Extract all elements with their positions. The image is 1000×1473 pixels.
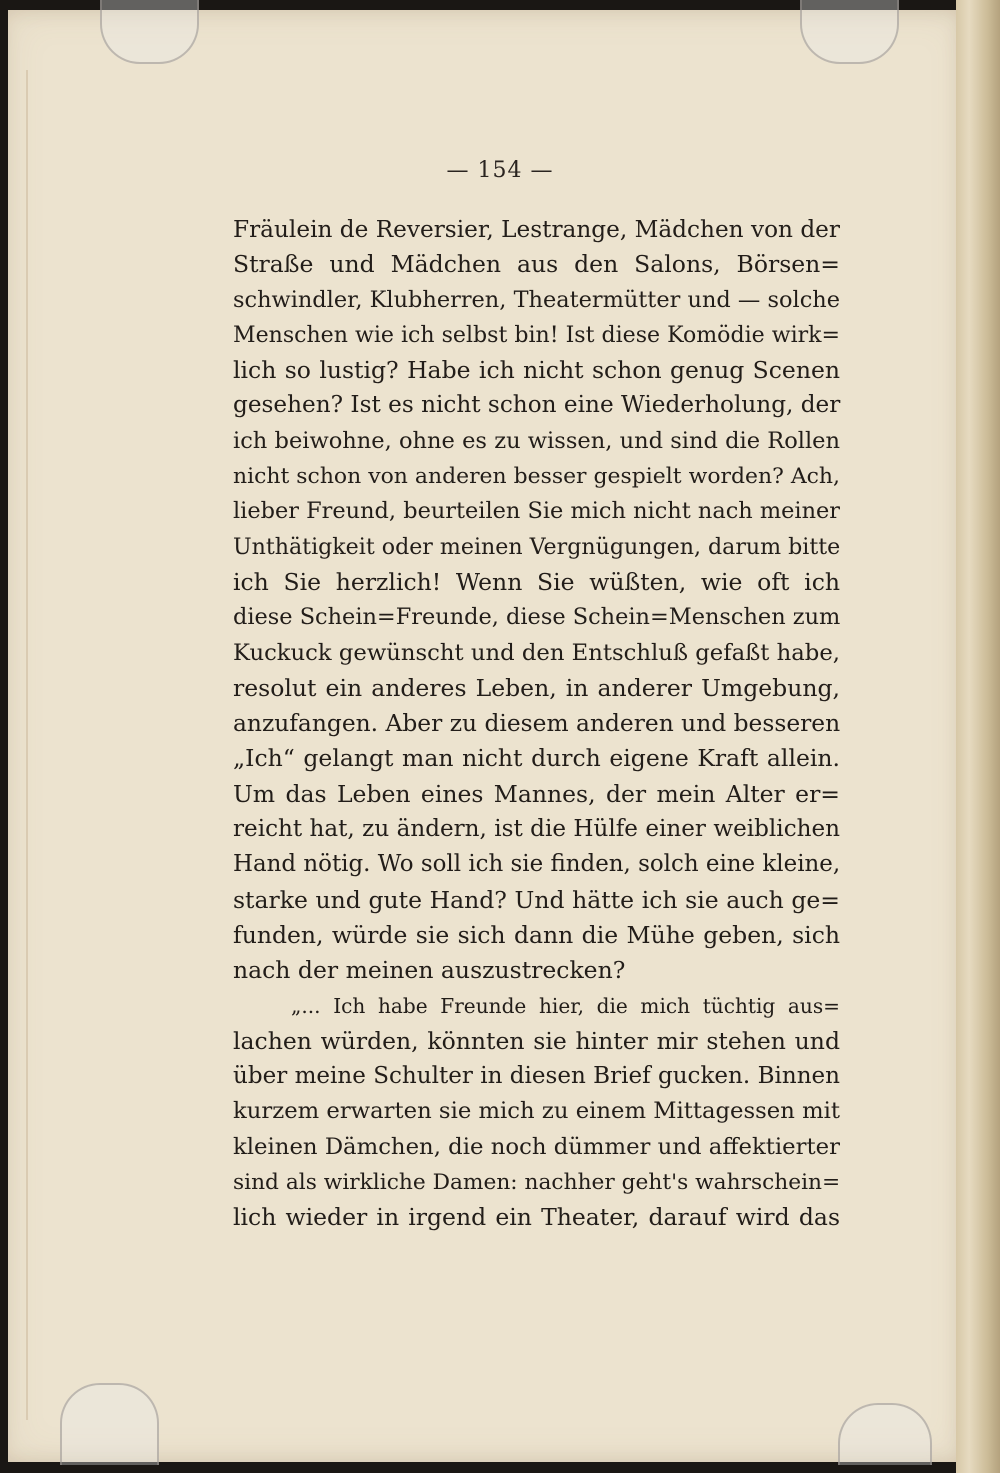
text-line: nach der meinen auszustrecken? <box>233 956 626 985</box>
text-line: kleinen Dämchen, die noch dümmer und affektierter <box>233 1133 840 1160</box>
text-line: sind als wirkliche Damen: nachher geht's wahrschein= <box>233 1170 841 1196</box>
text-line: gesehen? Ist es nicht schon eine Wiederholung, der <box>233 392 841 419</box>
text-line: ich beiwohne, ohne es zu wissen, und sind die Rollen <box>233 427 840 454</box>
text-line: resolut ein anderes Leben, in anderer Umgebung, <box>233 673 840 702</box>
page-clip-top-right <box>800 0 899 64</box>
text-line: lich so lustig? Habe ich nicht schon genug Scenen <box>233 356 840 385</box>
text-line: über meine Schulter in diesen Brief gucken. Binnen <box>233 1063 840 1090</box>
text-line: „... Ich habe Freunde hier, die mich tüchtig aus= <box>291 993 840 1018</box>
page-clip-top-left <box>100 0 199 64</box>
text-line: ich Sie herzlich! Wenn Sie wüßten, wie oft ich <box>233 567 840 596</box>
page-clip-bottom-left <box>60 1383 159 1465</box>
text-line: Unthätigkeit oder meinen Vergnügungen, darum bitte <box>233 533 841 560</box>
text-line: Kuckuck gewünscht und den Entschluß gefaßt habe, <box>233 639 840 666</box>
text-line: Menschen wie ich selbst bin! Ist diese Komödie wirk= <box>233 322 840 348</box>
page-clip-bottom-right <box>838 1403 932 1465</box>
text-line: kurzem erwarten sie mich zu einem Mittagessen mit <box>233 1098 840 1125</box>
gutter-shadow <box>26 70 28 1420</box>
text-line: nicht schon von anderen besser gespielt worden? Ach, <box>233 464 840 490</box>
book-spine-edge <box>956 0 1000 1473</box>
text-line: reicht hat, zu ändern, ist die Hülfe einer weiblichen <box>233 816 840 843</box>
text-line: Hand nötig. Wo soll ich sie finden, solch eine kleine, <box>233 851 841 878</box>
text-line: Fräulein de Reversier, Lestrange, Mädchen von der <box>233 216 840 243</box>
page-number: — 154 — <box>446 158 554 183</box>
text-line: schwindler, Klubherren, Theatermütter und — solche <box>233 286 840 313</box>
text-line: funden, würde sie sich dann die Mühe geben, sich <box>233 920 840 949</box>
text-line: „Ich“ gelangt man nicht durch eigene Kraft allein. <box>233 744 840 773</box>
text-line: Um das Leben eines Mannes, der mein Alter er= <box>233 779 840 808</box>
text-line: starke und gute Hand? Und hätte ich sie auch ge= <box>233 885 840 914</box>
text-line: Straße und Mädchen aus den Salons, Börsen= <box>233 250 840 279</box>
text-line: lich wieder in irgend ein Theater, darauf wird das <box>233 1203 840 1232</box>
body-text <box>233 212 840 1236</box>
text-line: lieber Freund, beurteilen Sie mich nicht nach meiner <box>233 498 840 525</box>
text-line: lachen würden, könnten sie hinter mir stehen und <box>233 1026 840 1055</box>
text-line: anzufangen. Aber zu diesem anderen und besseren <box>233 709 841 738</box>
text-line: diese Schein=Freunde, diese Schein=Menschen zum <box>233 604 841 631</box>
